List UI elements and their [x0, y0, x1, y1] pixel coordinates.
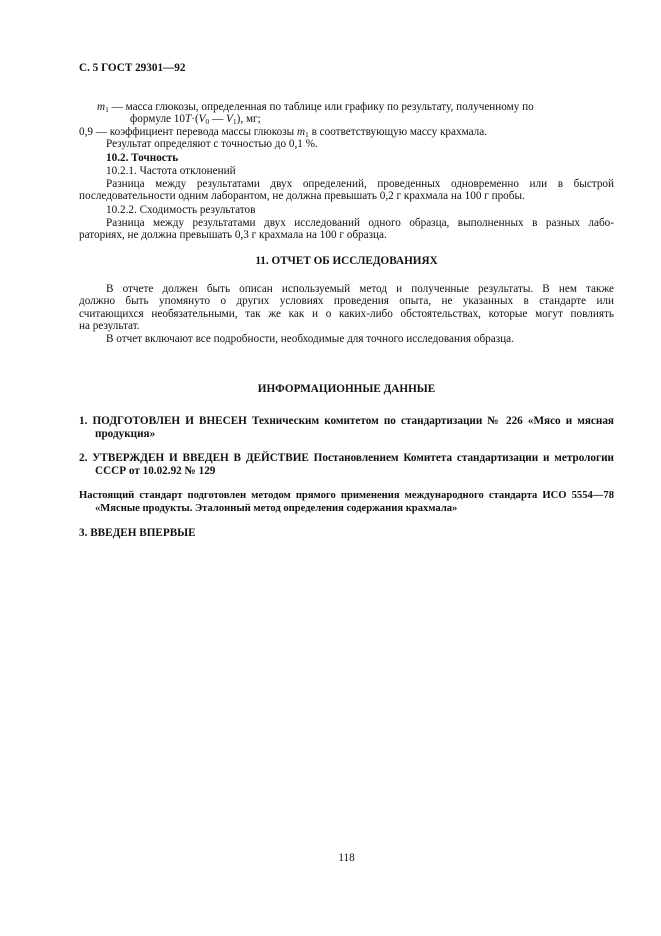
section-11-heading: 11. ОТЧЕТ ОБ ИССЛЕДОВАНИЯХ	[255, 255, 438, 267]
section-11-paragraph2: В отчет включают все подробности, необходимые для точного исследования образца.	[106, 333, 514, 345]
section-10-2-2-text-line1: Разница между результатами двух исследований одного образца, выполненных в разных лабо-	[106, 217, 614, 229]
coefficient-m: m	[296, 126, 306, 138]
info-note-line1: Настоящий стандарт подготовлен методом прямого применения международного стандарта ИСО 5554—78	[79, 490, 614, 501]
formula-end: ), мг;	[236, 113, 261, 125]
section-11-paragraph1-line4: на результат.	[79, 320, 140, 332]
section-10-2-heading: 10.2. Точность	[106, 152, 179, 164]
page-number: 118	[338, 852, 355, 864]
formula-T: T	[184, 113, 192, 125]
info-item1-line1: 1. ПОДГОТОВЛЕН И ВНЕСЕН Техническим комитетом по стандартизации № 226 «Мясо и мясная	[79, 415, 614, 427]
section-10-2-2-title: 10.2.2. Сходимость результатов	[106, 204, 256, 216]
accuracy-line: Результат определяют с точностью до 0,1 %.	[106, 138, 318, 150]
section-11-paragraph1-line2: должно быть упомянуто о других условиях проведения опыта, не указанных в стандарте или	[79, 295, 614, 307]
coefficient-text-b: в соответствующую массу крахмала.	[308, 126, 487, 138]
m1-subscript: 1	[105, 105, 109, 114]
section-11-paragraph1-line3: считающихся необязательными, так же как и о каких-либо обстоятельствах, которые могут повлиять	[79, 308, 614, 320]
section-10-2-1-text-line1: Разница между результатами двух определений, проведенных одновременно или в быстрой	[106, 178, 614, 190]
formula-prefix: формуле 10	[130, 113, 185, 125]
coefficient-sub: 1	[305, 130, 309, 139]
coefficient-text-a: 0,9 — коэффициент перевода массы глюкозы	[79, 126, 297, 138]
formula-sub1: 1	[232, 117, 237, 126]
formula-V1: V	[226, 113, 233, 125]
section-10-2-2-text-line2: раториях, не должна превышать 0,3 г крахмала на 100 г образца.	[79, 229, 387, 241]
info-item1-line2: продукция»	[95, 428, 156, 440]
m1-symbol: m	[97, 101, 106, 113]
section-10-2-1-text-line2: последовательности одним лаборантом, не должна превышать 0,2 г крахмала на 100 г пробы.	[79, 190, 525, 202]
info-heading: ИНФОРМАЦИОННЫЕ ДАННЫЕ	[257, 383, 436, 395]
info-note-line2: «Мясные продукты. Эталонный метод определения содержания крахмала»	[95, 503, 458, 514]
info-item3: 3. ВВЕДЕН ВПЕРВЫЕ	[79, 527, 196, 539]
info-item2-line1: 2. УТВЕРЖДЕН И ВВЕДЕН В ДЕЙСТВИЕ Постановлением Комитета стандартизации и метрологии	[79, 452, 614, 464]
formula-sub0: 0	[205, 117, 210, 126]
m1-description: — масса глюкозы, определенная по таблице или графику по результату, полученному по	[111, 101, 534, 113]
formula-open: ·(	[191, 113, 199, 125]
formula-V0: V	[198, 113, 206, 125]
formula-minus: —	[209, 113, 227, 125]
page-header: С. 5 ГОСТ 29301—92	[79, 62, 186, 74]
section-11-paragraph1-line1: В отчете должен быть описан используемый метод и полученные результаты. В нем также	[106, 283, 614, 295]
section-10-2-1-title: 10.2.1. Частота отклонений	[106, 165, 236, 177]
info-item2-line2: СССР от 10.02.92 № 129	[95, 465, 216, 477]
m1-definition-line2	[130, 113, 261, 126]
